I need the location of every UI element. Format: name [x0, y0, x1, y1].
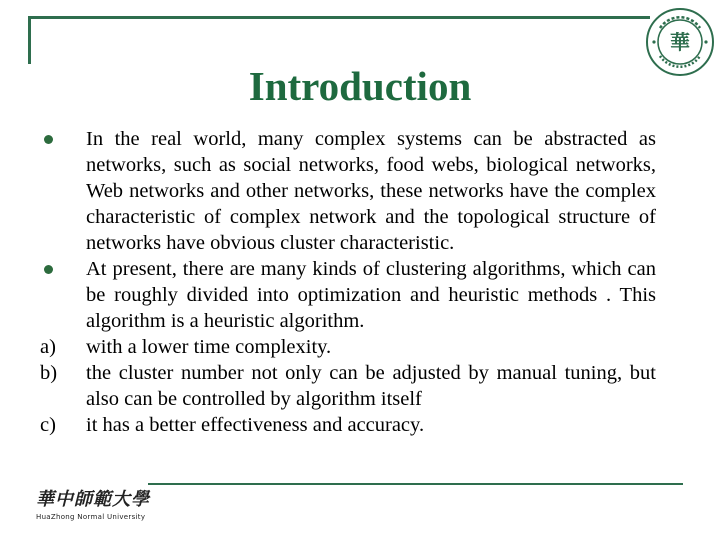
list-item-text: it has a better effectiveness and accuracy. [86, 414, 425, 436]
list-item [40, 256, 656, 334]
university-logo [36, 488, 154, 522]
slide-body [40, 126, 656, 438]
bullet-icon [44, 135, 53, 144]
list-item-marker: c) [40, 414, 56, 436]
logo-english-text: HuaZhong Normal University [36, 513, 146, 521]
logo-chinese-text: 華中師範大學 [36, 489, 150, 510]
list-item-text: In the real world, many complex systems can be abstracted as networks, such as social networks, food webs, biological networks, Web networks and other networks, these networks have the complex characteristic of complex network and the topological structure of networks have obvious cluster characteristic. [86, 128, 656, 254]
bullet-icon [44, 265, 53, 274]
list-item-text: At present, there are many kinds of clustering algorithms, which can be roughly divided into optimization and heuristic methods . This algorithm is a heuristic algorithm. [86, 258, 656, 332]
list-item [40, 334, 656, 360]
list-item [40, 360, 656, 412]
list-item-marker: b) [40, 362, 58, 384]
svg-text:華: 華 [670, 30, 690, 54]
list-item-text: with a lower time complexity. [86, 336, 332, 358]
list-item [40, 126, 656, 256]
list-item-text: the cluster number not only can be adjusted by manual tuning, but also can be controlled by algorithm itself [86, 362, 656, 410]
slide-title: Introduction [248, 63, 472, 109]
list-item-marker: a) [40, 336, 56, 358]
list-item [40, 412, 656, 438]
frame-left-line [28, 16, 31, 64]
frame-top-line [28, 16, 650, 19]
frame-bottom-line [148, 483, 683, 485]
